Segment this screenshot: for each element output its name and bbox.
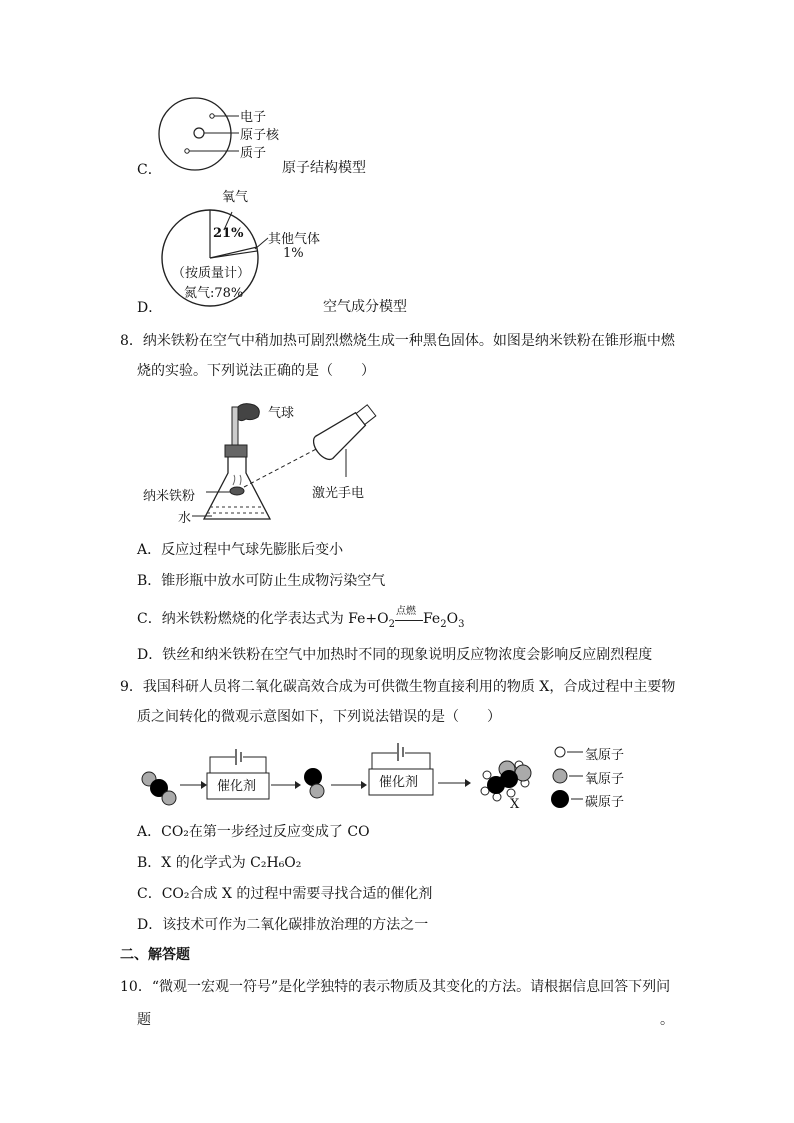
glass-tube xyxy=(232,407,238,447)
q8-option-b[interactable]: B．锥形瓶中放水可防止生成物污染空气 xyxy=(137,573,386,589)
label-oxygen-pct: 21% xyxy=(213,226,244,241)
q9-option-a[interactable]: A．CO₂在第一步经过反应变成了 CO xyxy=(137,824,370,840)
q9-option-c[interactable]: C．CO₂合成 X 的过程中需要寻找合适的催化剂 xyxy=(137,886,433,902)
q10-line1: 10．“微观一宏观一符号”是化学独特的表示物质及其变化的方法。请根据信息回答下列问 xyxy=(120,979,671,995)
reaction-arrow xyxy=(395,606,423,626)
catalyst-label-2: 催化剂 xyxy=(379,775,419,790)
q10-end-mark: 。 xyxy=(660,1012,674,1028)
nucleus-circle xyxy=(194,128,204,138)
legend-o-icon xyxy=(553,769,567,783)
co-carbon xyxy=(304,768,322,786)
x-molecule xyxy=(481,761,531,801)
atom-outer-circle xyxy=(159,98,231,170)
label-other-gas: 其他气体 xyxy=(268,232,321,247)
label-iron-powder: 纳米铁粉 xyxy=(143,489,196,504)
legend-h-icon xyxy=(555,747,565,757)
product-fe2o3: $Fe_2O_3$ xyxy=(422,611,465,630)
flashlight-shape xyxy=(309,399,380,463)
label-water: 水 xyxy=(178,511,192,526)
laser-beam xyxy=(244,447,320,487)
legend-hydrogen: 氢原子 xyxy=(585,748,625,763)
q8-option-c-text: C．纳米铁粉燃烧的化学表达式为 Fe+O xyxy=(137,611,389,627)
option-c-label: C． xyxy=(137,162,162,178)
other-gas-leader xyxy=(255,238,268,249)
co2-oxygen-2 xyxy=(162,791,176,805)
catalyst-label-1: 催化剂 xyxy=(217,779,257,794)
electron-dot xyxy=(210,114,214,118)
subscript-2: 2 xyxy=(388,619,395,630)
q8-stem-line1: 8．纳米铁粉在空气中稍加热可剧烈燃烧生成一种黑色固体。如图是纳米铁粉在锥形瓶中燃 xyxy=(120,333,675,349)
q8-option-a[interactable]: A．反应过程中气球先膨胀后变小 xyxy=(137,542,344,558)
label-nucleus: 原子核 xyxy=(240,128,280,143)
arrow-line xyxy=(395,620,423,621)
label-x: X xyxy=(510,797,520,812)
q9-stem-line2: 质之间转化的微观示意图如下，下列说法错误的是（ ） xyxy=(137,709,501,725)
q10-line2: 题 xyxy=(137,1012,151,1028)
label-proton: 质子 xyxy=(240,146,267,161)
iron-powder-dish xyxy=(230,487,244,495)
label-basis: （按质量计） xyxy=(172,266,251,281)
legend-carbon: 碳原子 xyxy=(585,795,625,810)
flame-lines xyxy=(233,475,241,485)
label-flashlight: 激光手电 xyxy=(312,486,365,501)
q8-option-c[interactable] xyxy=(137,606,465,631)
balloon-shape xyxy=(236,404,259,421)
q8-stem-line2: 烧的实验。下列说法正确的是（ ） xyxy=(137,363,375,379)
option-d-label: D． xyxy=(137,300,163,316)
label-nitrogen: 氮气:78% xyxy=(184,286,244,301)
section-title: 二、解答题 xyxy=(120,947,190,963)
legend-oxygen: 氧原子 xyxy=(585,772,625,787)
atom-model-title: 原子结构模型 xyxy=(282,160,366,176)
q9-option-b[interactable]: B．X 的化学式为 C₂H₆O₂ xyxy=(137,855,302,871)
label-balloon: 气球 xyxy=(268,406,295,421)
air-model-title: 空气成分模型 xyxy=(323,299,407,315)
label-oxygen: 氧气 xyxy=(222,190,249,205)
q9-option-d[interactable]: D．该技术可作为二氧化碳排放治理的方法之一 xyxy=(137,917,429,933)
q9-stem-line1: 9．我国科研人员将二氧化碳高效合成为可供微生物直接利用的物质 X，合成过程中主要物 xyxy=(120,679,676,695)
condition-ignite: 点燃 xyxy=(395,606,416,617)
water-dashes xyxy=(207,507,267,513)
q8-option-d[interactable]: D．铁丝和纳米铁粉在空气中加热时不同的现象说明反应物浓度会影响反应剧烈程度 xyxy=(137,647,653,663)
proton-dot xyxy=(185,149,189,153)
rubber-stopper xyxy=(225,445,247,457)
label-other-pct: 1% xyxy=(283,246,304,261)
label-electron: 电子 xyxy=(240,110,267,125)
co-oxygen xyxy=(310,784,324,798)
legend-c-icon xyxy=(551,790,569,808)
